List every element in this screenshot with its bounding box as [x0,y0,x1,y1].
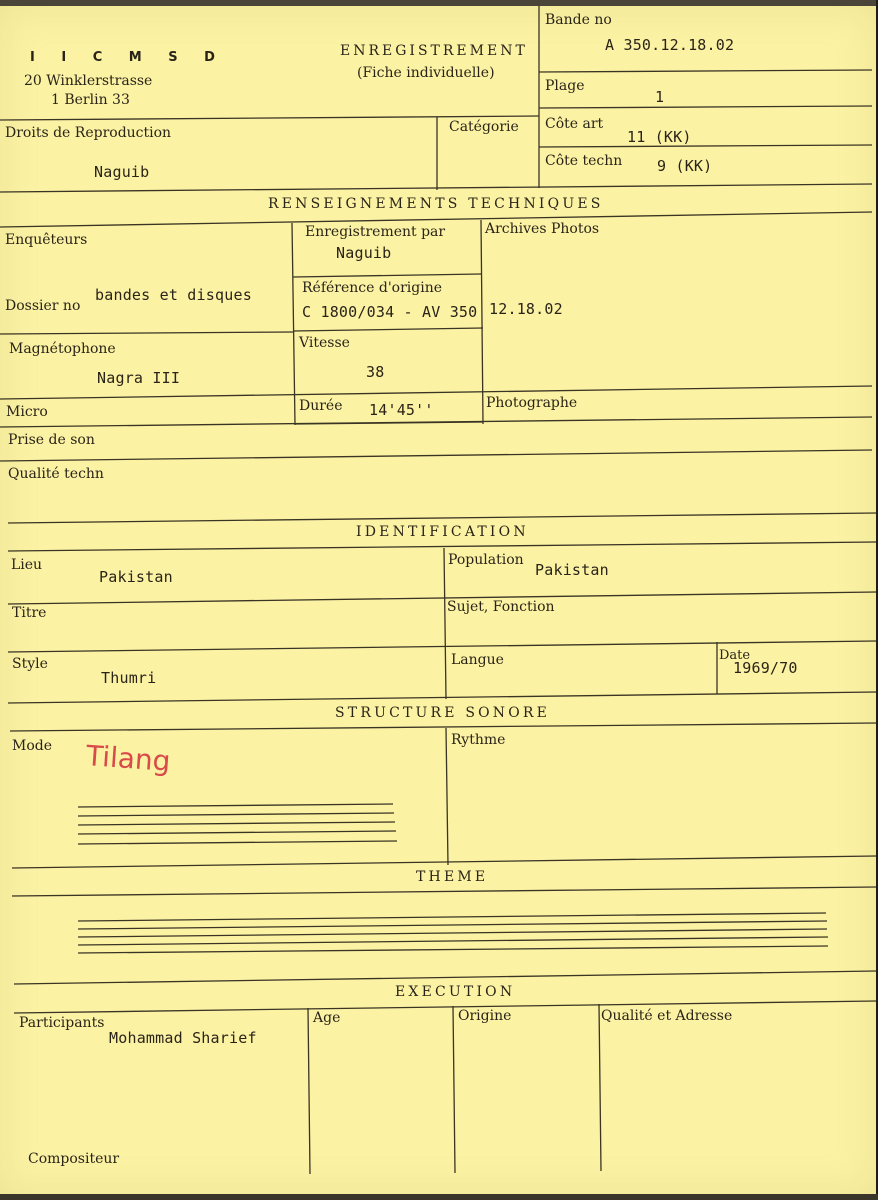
categorie-label: Catégorie [449,119,519,135]
identification-heading: IDENTIFICATION [356,524,529,540]
langue-label: Langue [451,652,504,668]
qualite-adresse-label: Qualité et Adresse [601,1008,733,1024]
population-value: Pakistan [535,561,609,579]
form-title: ENREGISTREMENT [340,43,528,59]
duree-value: 14'45'' [369,401,434,419]
vitesse-label: Vitesse [299,335,350,351]
participants-value: Mohammad Sharief [109,1029,257,1047]
archives-label: Archives Photos [485,221,600,237]
micro-label: Micro [6,404,48,420]
droits-value: Naguib [94,163,150,181]
structure-heading: STRUCTURE SONORE [335,705,551,721]
institute-city: 1 Berlin 33 [51,92,130,108]
magnetophone-value: Nagra III [97,369,181,387]
enqueteurs-label: Enquêteurs [5,232,88,248]
population-label: Population [448,552,524,568]
photographe-label: Photographe [486,395,578,411]
lieu-value: Pakistan [99,568,173,586]
compositeur-label: Compositeur [28,1151,120,1167]
dossier-value: bandes et disques [95,286,252,304]
participants-label: Participants [19,1015,105,1031]
reference-value-a: C 1800/034 - AV 350 [302,303,478,321]
vitesse-value: 38 [366,363,385,381]
origine-label: Origine [458,1008,512,1024]
lieu-label: Lieu [11,557,43,573]
form-subtitle: (Fiche individuelle) [357,65,495,81]
duree-label: Durée [299,398,343,414]
bande-label: Bande no [545,12,612,28]
cote-techn-label: Côte techn [545,153,623,169]
dossier-label: Dossier no [5,298,81,314]
droits-label: Droits de Reproduction [5,125,172,141]
date-label: Date [719,648,751,663]
techniques-heading: RENSEIGNEMENTS TECHNIQUES [268,196,604,212]
rythme-label: Rythme [451,732,506,748]
magnetophone-label: Magnétophone [9,341,116,357]
reference-value-b: 12.18.02 [489,300,563,318]
reference-label: Référence d'origine [302,280,443,296]
mode-label: Mode [12,738,53,754]
titre-label: Titre [12,605,47,621]
style-label: Style [12,656,48,672]
institute-street: 20 Winklerstrasse [24,73,153,89]
date-value: 1969/70 [733,659,798,677]
age-label: Age [313,1010,341,1026]
theme-heading: THEME [416,869,489,885]
execution-heading: EXECUTION [395,984,516,1000]
mode-value-handwritten: Tilang [84,739,172,778]
enregistrement-value: Naguib [336,244,392,262]
bande-value: A 350.12.18.02 [605,36,735,54]
cote-art-value: 11 (KK) [627,128,692,146]
plage-value: 1 [655,88,665,106]
enregistrement-label: Enregistrement par [305,224,446,240]
prise-de-son-label: Prise de son [8,432,95,448]
cote-techn-value: 9 (KK) [657,157,713,175]
cote-art-label: Côte art [545,116,604,132]
sujet-label: Sujet, Fonction [447,599,555,615]
plage-label: Plage [545,78,585,94]
qualite-techn-label: Qualité techn [8,466,104,482]
style-value: Thumri [101,669,157,687]
institute-name: I I C M S D [30,50,226,65]
